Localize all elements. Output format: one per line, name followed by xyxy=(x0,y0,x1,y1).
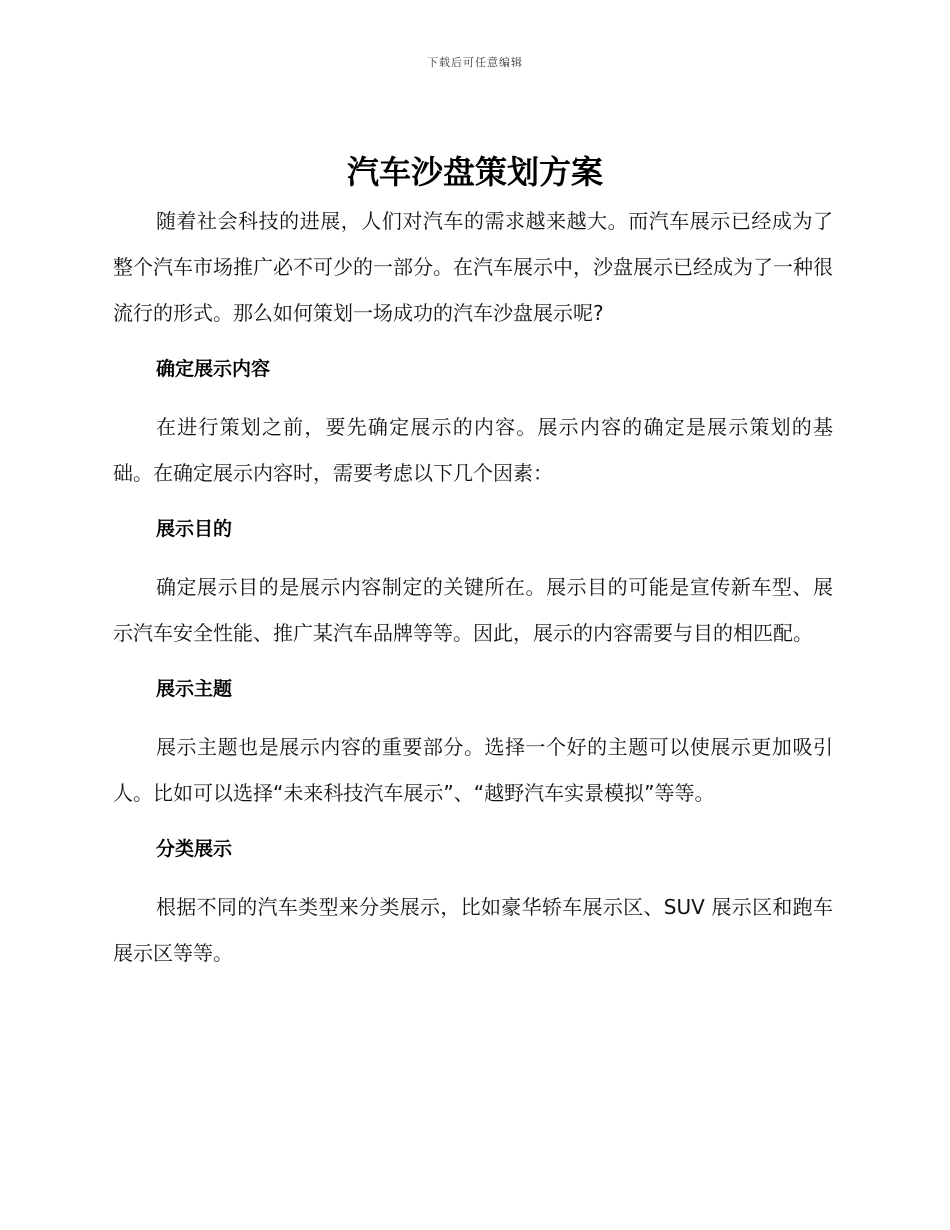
section-paragraph-theme: 展示主题也是展示内容的重要部分。选择一个好的主题可以使展示更加吸引人。比如可以选择“未来科技汽车展示”、“越野汽车实景模拟”等等。 xyxy=(113,735,833,805)
intro-paragraph: 随着社会科技的进展，人们对汽车的需求越来越大。而汽车展示已经成为了整个汽车市场推广必不可少的一部分。在汽车展示中，沙盘展示已经成为了一种很流行的形式。那么如何策划一场成功的汽车沙盘展示呢? xyxy=(113,209,833,325)
document-title: 汽车沙盘策划方案 xyxy=(346,153,603,191)
section-heading-theme: 展示主题 xyxy=(156,678,233,700)
section-heading-purpose: 展示目的 xyxy=(156,518,233,540)
document-body xyxy=(113,198,833,976)
section-heading-content: 确定展示内容 xyxy=(156,358,271,380)
section-heading-category: 分类展示 xyxy=(156,838,233,860)
section-paragraph-category: 根据不同的汽车类型来分类展示，比如豪华轿车展示区、SUV 展示区和跑车展示区等等。 xyxy=(113,895,833,965)
section-paragraph-content: 在进行策划之前，要先确定展示的内容。展示内容的确定是展示策划的基础。在确定展示内容时，需要考虑以下几个因素： xyxy=(113,415,833,485)
section-paragraph-purpose: 确定展示目的是展示内容制定的关键所在。展示目的可能是宣传新车型、展示汽车安全性能、推广某汽车品牌等等。因此，展示的内容需要与目的相匹配。 xyxy=(113,575,833,645)
header-note: 下载后可任意编辑 xyxy=(427,56,523,69)
